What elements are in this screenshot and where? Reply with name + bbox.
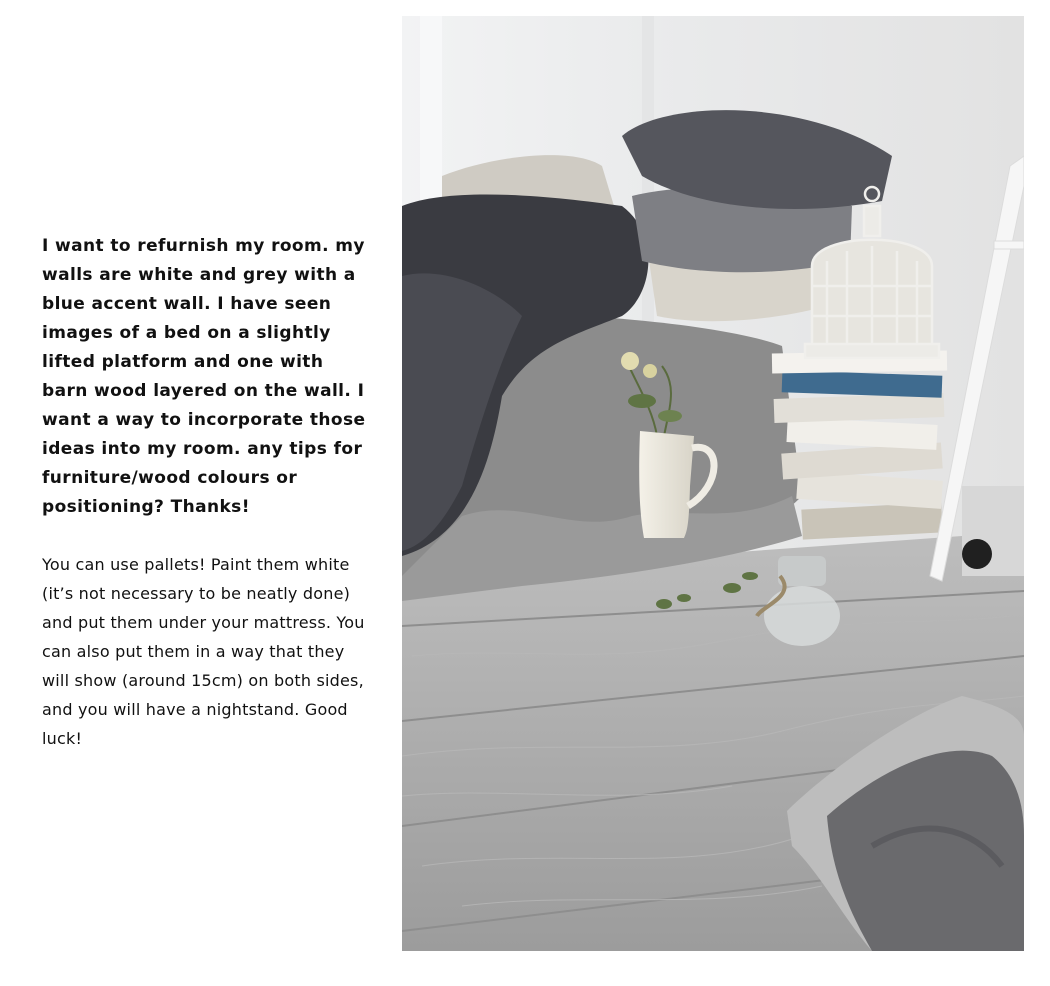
window-frame	[420, 16, 442, 206]
black-ball-decor	[962, 539, 992, 569]
question-paragraph: I want to refurnish my room. my walls are white and grey with a blue accent wall. I have seen images of a bed on a slightly lifted platform and one with barn wood layered on the wall. I want a way to incorporate those ideas into my room. any tips for furniture/wood colours or positioning? Thanks!	[42, 236, 366, 517]
bedroom-illustration	[402, 16, 1024, 951]
bedroom-photo	[402, 16, 1024, 951]
white-jug	[639, 431, 694, 538]
text-column	[42, 232, 372, 753]
answer-paragraph: You can use pallets! Paint them white (it’s not necessary to be neatly done) and put them under your mattress. You can also put them in a way that they will show (around 15cm) on both sides, and you will have a nightstand. Good luck!	[42, 555, 365, 748]
